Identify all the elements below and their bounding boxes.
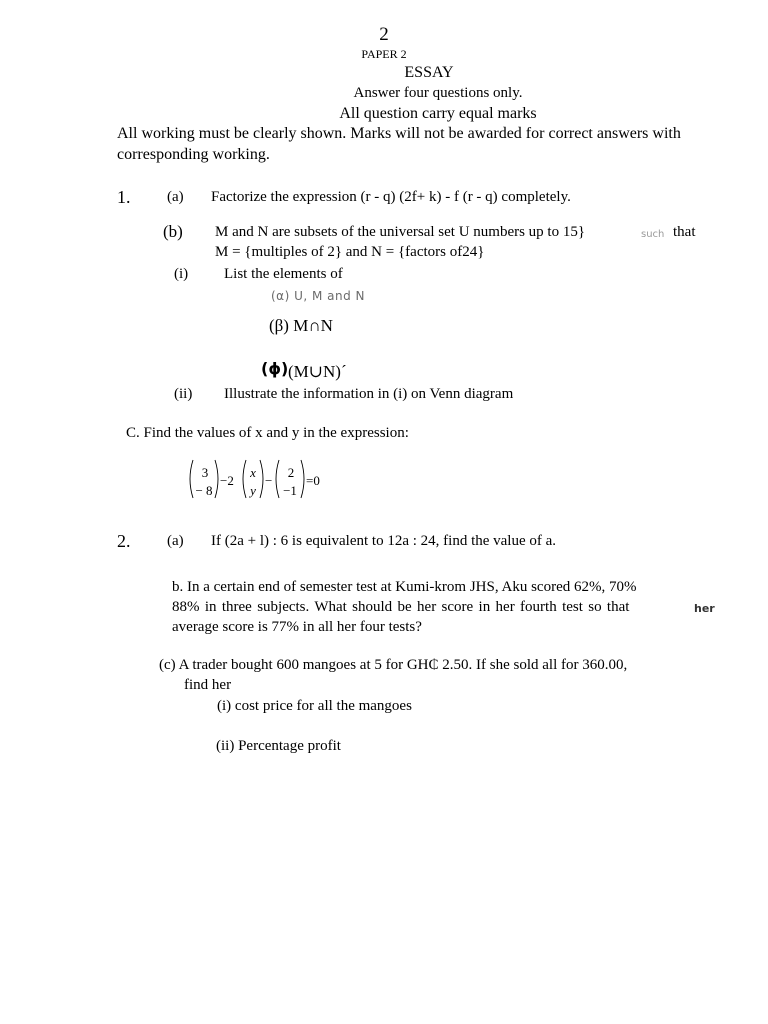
q1-c-text: C. Find the values of x and y in the expression: [126, 425, 409, 441]
q2-c-line2: find her [184, 677, 232, 693]
q1-a-label: (a) [167, 189, 184, 205]
q2-b-line3: average score is 77% in all her four tests? [172, 619, 422, 635]
instruction-equal-marks: All question carry equal marks [339, 105, 537, 122]
q2-b-line2: 88% in three subjects. What should be her score in her fourth test so that [172, 599, 630, 615]
equals-zero: =0 [306, 473, 320, 488]
paren-left-2 [243, 460, 246, 498]
q1-alpha: (α) U, M and N [271, 289, 366, 303]
instruction-working-line1: All working must be clearly shown. Marks will not be awarded for correct answers with [117, 125, 681, 142]
q1-b-label: (b) [163, 222, 183, 241]
operator-minus-2: −2 [220, 473, 234, 488]
q1-c-matrix-expression [186, 458, 336, 502]
vec3-top: 2 [287, 465, 295, 480]
q1-b-line2: M = {multiples of 2} and N = {factors of24} [215, 244, 485, 260]
q2-a-label: (a) [167, 533, 184, 549]
q1-i-text: List the elements of [224, 266, 343, 282]
paren-right-2 [260, 460, 263, 498]
q1-b-line1: M and N are subsets of the universal set U numbers up to 15} [215, 224, 586, 240]
q1-a-text: Factorize the expression (r - q) (2f+ k) - f (r - q) completely. [211, 189, 571, 205]
q2-a-text: If (2a + l) : 6 is equivalent to 12a : 24, find the value of a. [211, 533, 557, 549]
paren-right-3 [301, 460, 304, 498]
vec1-bottom: − 8 [195, 483, 213, 498]
vec3-bottom: −1 [283, 483, 297, 498]
question-1-number: 1. [117, 187, 131, 207]
vec2-top-x: x [250, 465, 256, 480]
paper-label: PAPER 2 [361, 47, 407, 61]
paren-right-1 [215, 460, 218, 498]
paren-left-3 [276, 460, 279, 498]
q2-b-line1: b. In a certain end of semester test at Kumi-krom JHS, Aku scored 62%, 70% [172, 579, 637, 595]
operator-minus: − [265, 473, 273, 488]
paren-left-1 [190, 460, 193, 498]
q2-c-ii: (ii) Percentage profit [216, 738, 341, 754]
q1-i-label: (i) [174, 266, 189, 282]
instruction-working-line2: corresponding working. [117, 146, 270, 163]
q1-b-smudge: such [641, 229, 665, 240]
q2-c-i: (i) cost price for all the mangoes [217, 698, 412, 714]
q1-ii-label: (ii) [174, 386, 193, 402]
q1-beta: (β) M∩N [269, 316, 333, 335]
q1-b-that: that [673, 224, 696, 240]
q2-c-line1: (c) A trader bought 600 mangoes at 5 for GH₵ 2.50. If she sold all for 360.00, [159, 657, 628, 673]
q2-b-line2-end: her [694, 602, 715, 615]
page-number: 2 [379, 24, 389, 45]
section-title: ESSAY [404, 64, 454, 81]
q1-phi-text: (M∪N)´ [288, 362, 347, 381]
q1-phi-symbol: (ϕ) [261, 359, 289, 378]
vec1-top: 3 [201, 465, 209, 480]
instruction-answer-four: Answer four questions only. [353, 85, 523, 101]
question-2-number: 2. [117, 531, 131, 551]
vec2-bottom-y: y [250, 483, 256, 498]
q1-ii-text: Illustrate the information in (i) on Venn diagram [224, 386, 514, 402]
